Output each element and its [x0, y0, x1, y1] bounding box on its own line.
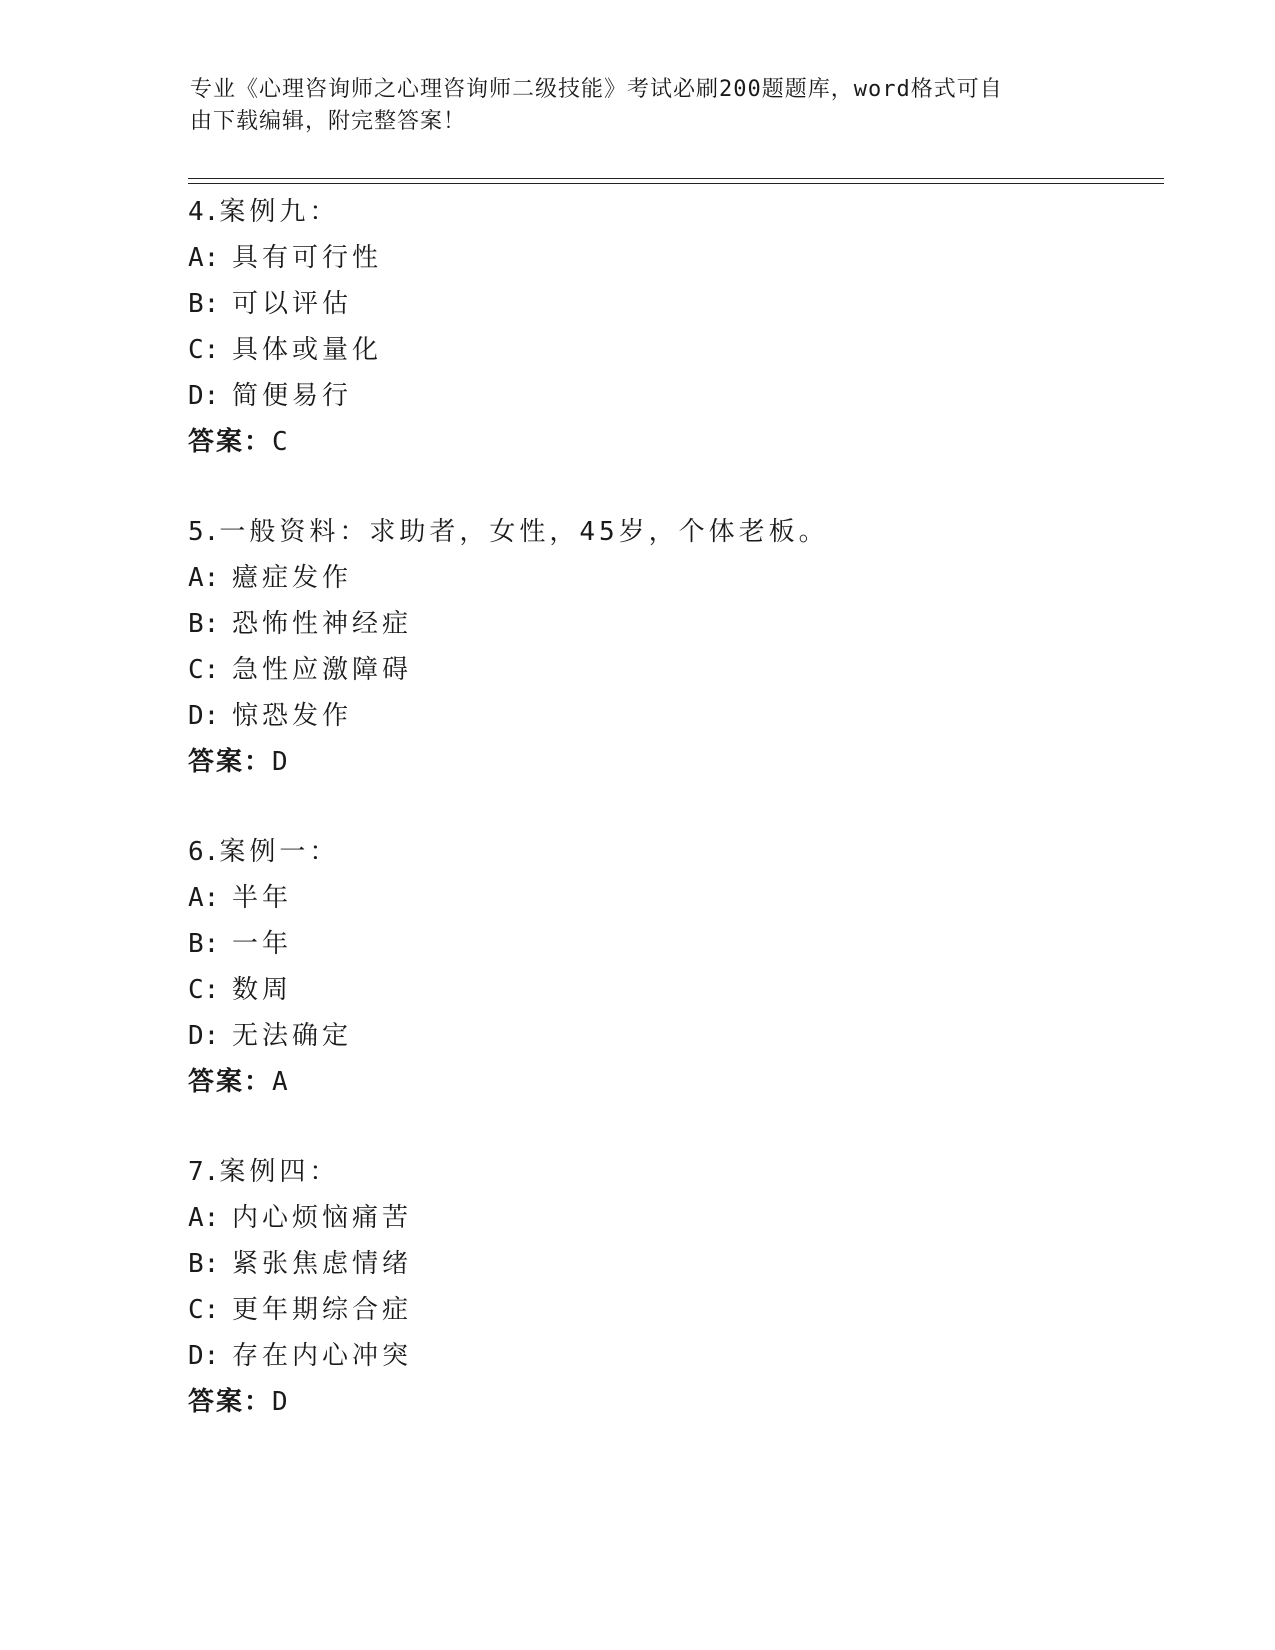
- option-b: [188, 601, 1148, 647]
- header-line-1: 专业《心理咨询师之心理咨询师二级技能》考试必刷200题题库，word格式可自: [190, 77, 1003, 102]
- option-letter: B:: [188, 289, 220, 319]
- option-d: [188, 693, 1148, 739]
- option-a: [188, 555, 1148, 601]
- document-header: [190, 74, 1090, 138]
- option-text: 一年: [232, 929, 293, 959]
- option-text: 紧张焦虑情绪: [232, 1249, 413, 1279]
- option-text: 恐怖性神经症: [232, 609, 413, 639]
- option-a: [188, 875, 1148, 921]
- option-d: [188, 1333, 1148, 1379]
- option-letter: C:: [188, 1295, 220, 1325]
- question-list: [188, 189, 1148, 1469]
- option-text: 可以评估: [232, 289, 353, 319]
- question-item: [188, 829, 1148, 1105]
- option-text: 更年期综合症: [232, 1295, 413, 1325]
- answer-line: [188, 1059, 1148, 1105]
- answer-label: 答案：: [188, 747, 273, 777]
- option-c: [188, 1287, 1148, 1333]
- option-text: 简便易行: [232, 381, 353, 411]
- question-stem-line: [188, 189, 1148, 235]
- question-item: [188, 1149, 1148, 1425]
- question-item: [188, 509, 1148, 785]
- question-stem-line: [188, 509, 1148, 555]
- option-letter: D:: [188, 1021, 220, 1051]
- answer-value: C: [272, 427, 288, 457]
- option-letter: D:: [188, 701, 220, 731]
- option-b: [188, 921, 1148, 967]
- answer-value: A: [272, 1067, 288, 1097]
- option-letter: C:: [188, 655, 220, 685]
- answer-value: D: [272, 1387, 288, 1417]
- question-stem: 案例四：: [219, 1157, 340, 1187]
- option-letter: D:: [188, 381, 220, 411]
- option-letter: B:: [188, 929, 220, 959]
- question-stem-line: [188, 1149, 1148, 1195]
- option-c: [188, 327, 1148, 373]
- option-c: [188, 967, 1148, 1013]
- option-text: 具有可行性: [232, 243, 383, 273]
- option-text: 惊恐发作: [232, 701, 353, 731]
- option-text: 急性应激障碍: [232, 655, 413, 685]
- option-letter: D:: [188, 1341, 220, 1371]
- answer-label: 答案：: [188, 427, 273, 457]
- option-text: 存在内心冲突: [232, 1341, 413, 1371]
- option-letter: B:: [188, 609, 220, 639]
- option-text: 内心烦恼痛苦: [232, 1203, 413, 1233]
- option-letter: C:: [188, 335, 220, 365]
- option-d: [188, 373, 1148, 419]
- option-a: [188, 235, 1148, 281]
- question-stem: 一般资料：求助者，女性，45岁，个体老板。: [219, 517, 829, 547]
- header-divider-top: [188, 178, 1164, 179]
- option-letter: A:: [188, 883, 220, 913]
- question-number: 6.: [188, 837, 220, 867]
- question-number: 4.: [188, 197, 220, 227]
- option-text: 数周: [232, 975, 293, 1005]
- answer-line: [188, 739, 1148, 785]
- header-line-2: 由下载编辑，附完整答案！: [190, 109, 467, 134]
- question-stem: 案例九：: [219, 197, 340, 227]
- option-a: [188, 1195, 1148, 1241]
- answer-label: 答案：: [188, 1387, 273, 1417]
- option-text: 半年: [232, 883, 293, 913]
- question-number: 7.: [188, 1157, 220, 1187]
- question-item: [188, 189, 1148, 465]
- answer-line: [188, 1379, 1148, 1425]
- option-b: [188, 281, 1148, 327]
- option-text: 无法确定: [232, 1021, 353, 1051]
- question-stem: 案例一：: [219, 837, 340, 867]
- option-letter: B:: [188, 1249, 220, 1279]
- option-b: [188, 1241, 1148, 1287]
- question-number: 5.: [188, 517, 220, 547]
- answer-line: [188, 419, 1148, 465]
- option-letter: A:: [188, 243, 220, 273]
- answer-label: 答案：: [188, 1067, 273, 1097]
- option-letter: A:: [188, 563, 220, 593]
- option-text: 具体或量化: [232, 335, 383, 365]
- option-c: [188, 647, 1148, 693]
- option-letter: A:: [188, 1203, 220, 1233]
- answer-value: D: [272, 747, 288, 777]
- header-divider-bottom: [188, 183, 1164, 184]
- option-text: 癔症发作: [232, 563, 353, 593]
- option-d: [188, 1013, 1148, 1059]
- option-letter: C:: [188, 975, 220, 1005]
- question-stem-line: [188, 829, 1148, 875]
